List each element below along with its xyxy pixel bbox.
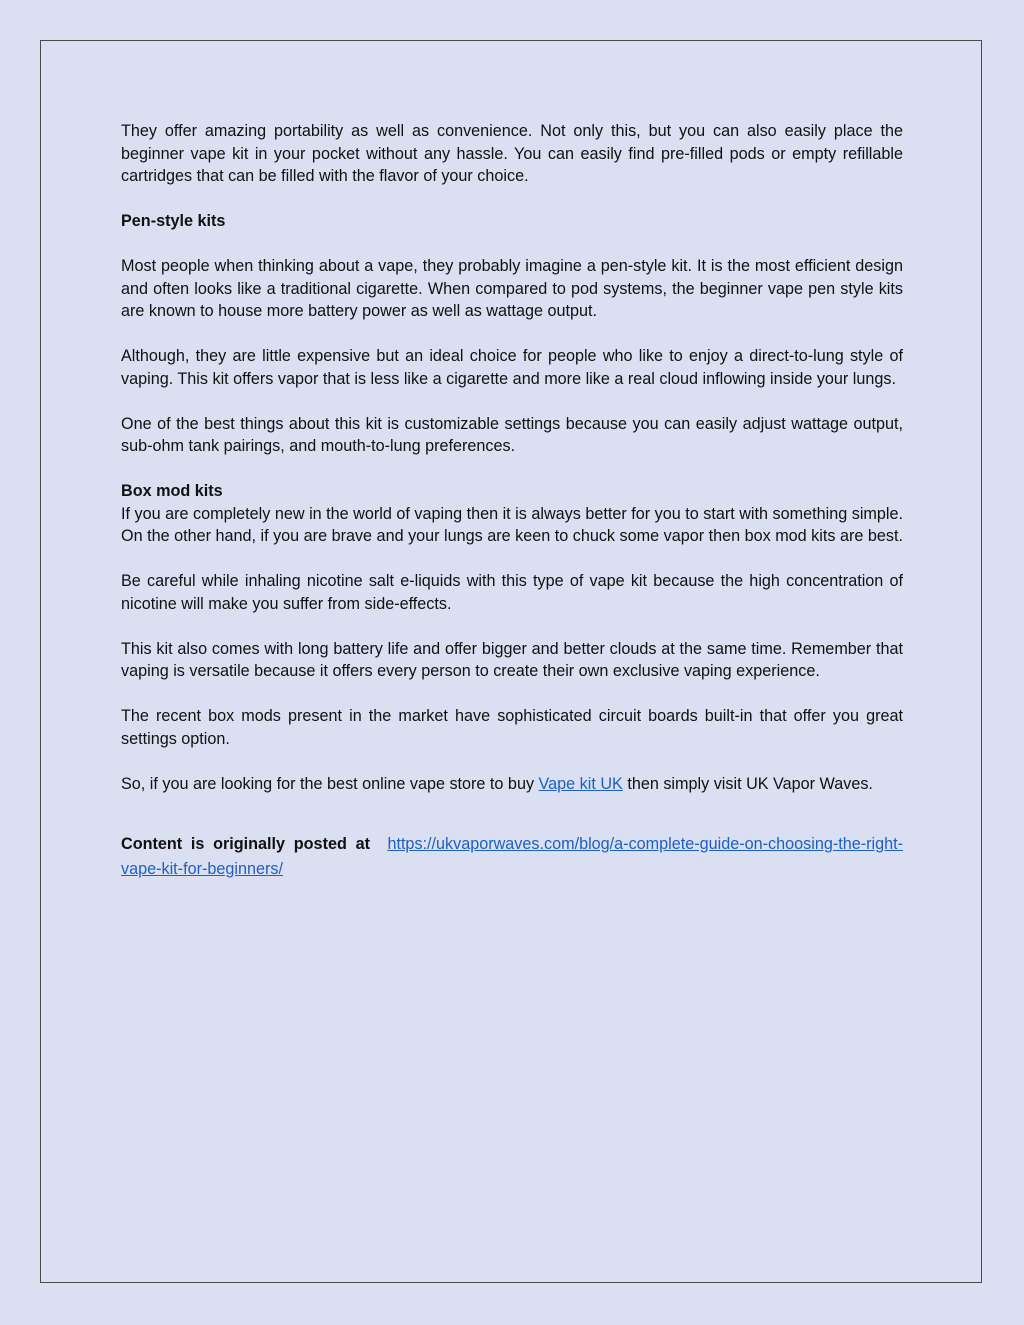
source-url-link[interactable]: https://ukvaporwaves.com/blog/a-complete-guide-on-choosing-the-right-vape-kit-for-beginners/ (121, 835, 903, 878)
pen-style-paragraph-2: Although, they are little expensive but an ideal choice for people who like to enjoy a direct-to-lung style of vaping. This kit offers vapor that is less like a cigarette and more like a real cloud inflowing inside your lungs. (121, 347, 903, 388)
document-body (121, 120, 903, 881)
pen-style-heading: Pen-style kits (121, 212, 226, 230)
source-label: Content is originally posted at (121, 835, 370, 853)
vape-kit-uk-link[interactable]: Vape kit UK (538, 774, 623, 793)
box-mod-heading: Box mod kits (121, 482, 223, 500)
closing-paragraph (121, 773, 903, 796)
box-mod-paragraph-4: The recent box mods present in the market have sophisticated circuit boards built-in that offer you great settings option. (121, 707, 903, 748)
closing-text-after: then simply visit UK Vapor Waves. (622, 774, 873, 793)
box-mod-paragraph-3: This kit also comes with long battery life and offer bigger and better clouds at the same time. Remember that vaping is versatile because it offers every person to create their own exclusive vaping experience. (121, 639, 903, 680)
box-mod-paragraph-2: Be careful while inhaling nicotine salt e-liquids with this type of vape kit because the high concentration of nicotine will make you suffer from side-effects. (121, 572, 903, 613)
box-mod-paragraph-1: If you are completely new in the world of vaping then it is always better for you to start with something simple. On the other hand, if you are brave and your lungs are keen to chuck some vapor then box mod kits are best. (121, 504, 903, 545)
pen-style-paragraph-3: One of the best things about this kit is customizable settings because you can easily adjust wattage output, sub-ohm tank pairings, and mouth-to-lung preferences. (121, 414, 903, 455)
intro-paragraph: They offer amazing portability as well as convenience. Not only this, but you can also easily place the beginner vape kit in your pocket without any hassle. You can easily find pre-filled pods or empty refillable cartridges that can be filled with the flavor of your choice. (121, 122, 903, 185)
closing-text-before: So, if you are looking for the best online vape store to buy (121, 774, 539, 793)
pen-style-paragraph-1: Most people when thinking about a vape, they probably imagine a pen-style kit. It is the most efficient design and often looks like a traditional cigarette. When compared to pod systems, the beginner vape pen style kits are known to house more battery power as well as wattage output. (121, 257, 903, 320)
source-attribution (121, 832, 903, 881)
